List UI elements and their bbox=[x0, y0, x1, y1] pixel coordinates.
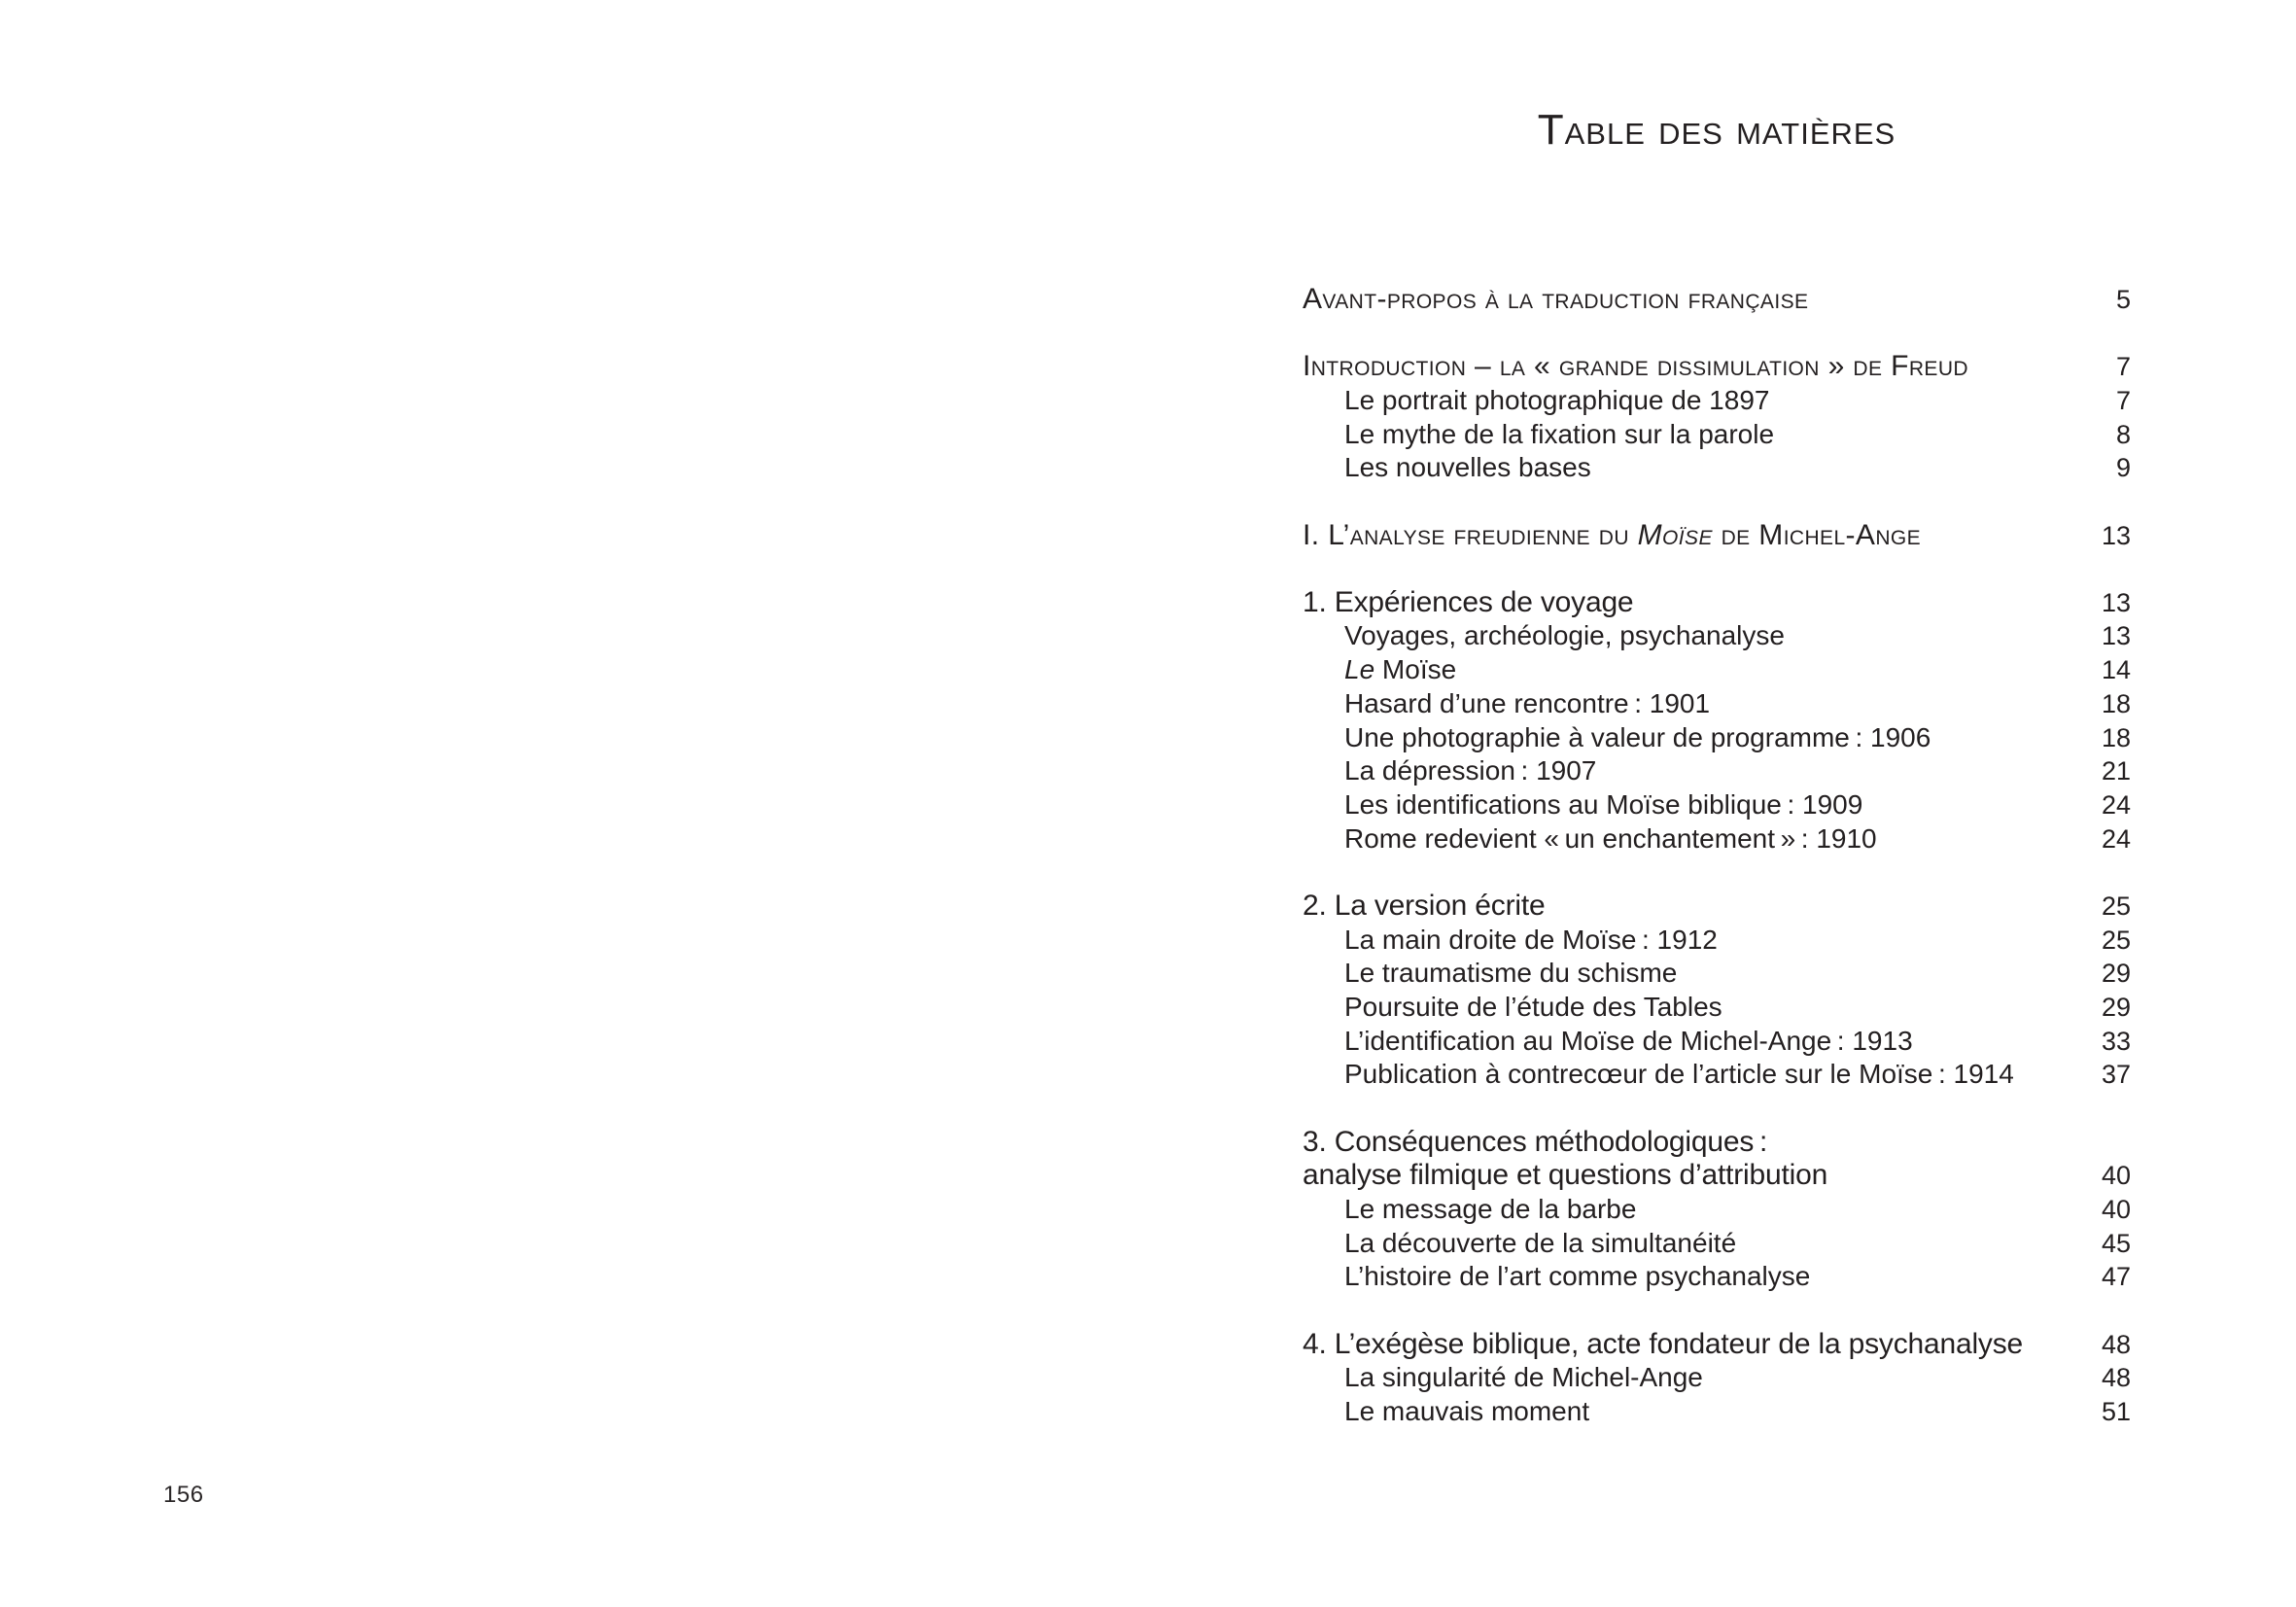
toc-label-segment: Avant-propos à la traduction française bbox=[1303, 283, 1809, 315]
toc-entry-page: 7 bbox=[2115, 385, 2131, 415]
toc-entry-page: 25 bbox=[2101, 891, 2131, 921]
toc-label-segment: La main droite de Moïse : 1912 bbox=[1344, 924, 1718, 955]
toc-label-segment: 2. La version écrite bbox=[1303, 889, 1546, 922]
toc-entry bbox=[1303, 991, 2131, 1025]
toc-entry-label bbox=[1303, 653, 1456, 687]
toc-entry-label bbox=[1303, 687, 1710, 721]
toc-label-segment: Hasard d’une rencontre : 1901 bbox=[1344, 687, 1711, 718]
toc-entry bbox=[1303, 890, 2131, 924]
toc-entry-page: 13 bbox=[2101, 587, 2131, 617]
toc-entry bbox=[1303, 1260, 2131, 1294]
folio-page-number: 156 bbox=[163, 1482, 204, 1508]
toc-entry-label bbox=[1303, 384, 1769, 418]
toc-entry-page: 29 bbox=[2101, 992, 2131, 1022]
toc-entry bbox=[1303, 924, 2131, 958]
toc-entry-page: 5 bbox=[2115, 285, 2131, 314]
toc-label-segment: Voyages, archéologie, psychanalyse bbox=[1344, 620, 1785, 651]
toc-entry-page: 14 bbox=[2101, 655, 2131, 685]
toc-entry bbox=[1303, 1058, 2131, 1092]
toc-label-segment: La découverte de la simultanéité bbox=[1344, 1227, 1737, 1258]
toc-entry-page: 21 bbox=[2101, 756, 2131, 786]
toc-entry bbox=[1303, 619, 2131, 653]
toc-entry-page: 7 bbox=[2115, 352, 2131, 382]
toc-entry bbox=[1303, 822, 2131, 856]
toc-entry-page: 48 bbox=[2101, 1363, 2131, 1393]
toc-label-segment: La dépression : 1907 bbox=[1344, 755, 1597, 786]
toc-label-segment: 1. Expériences de voyage bbox=[1303, 585, 1634, 618]
toc-label-segment: analyse filmique et questions d’attribution bbox=[1303, 1159, 1828, 1192]
toc-label-segment: L’histoire de l’art comme psychanalyse bbox=[1344, 1261, 1811, 1292]
toc-entry-label bbox=[1303, 754, 1596, 788]
toc-entry-page: 25 bbox=[2101, 925, 2131, 955]
toc-entry bbox=[1303, 721, 2131, 755]
toc-label-segment: Introduction – la « grande dissimulation » de Freud bbox=[1303, 350, 1968, 383]
toc-entry bbox=[1303, 957, 2131, 991]
toc-entry bbox=[1303, 788, 2131, 822]
toc-entry bbox=[1303, 1159, 2131, 1193]
toc-entry-page: 24 bbox=[2101, 823, 2131, 854]
toc-entry-page: 33 bbox=[2101, 1026, 2131, 1056]
toc-entry-label bbox=[1303, 418, 1774, 452]
toc-label-segment: Le mythe de la fixation sur la parole bbox=[1344, 418, 1775, 449]
toc-label-segment: L’identification au Moïse de Michel-Ange : 1913 bbox=[1344, 1025, 1913, 1056]
toc-entry bbox=[1303, 754, 2131, 788]
toc-entry bbox=[1303, 1395, 2131, 1429]
toc-entry-label bbox=[1303, 619, 1785, 653]
toc-entry-label bbox=[1303, 519, 1921, 553]
toc-entry-label bbox=[1303, 957, 1677, 991]
toc-label-segment: Le traumatisme du schisme bbox=[1344, 958, 1678, 989]
toc-entry-label bbox=[1303, 890, 1545, 924]
toc-entry bbox=[1303, 283, 2131, 317]
toc-entry-page: 51 bbox=[2101, 1396, 2131, 1426]
toc-entry-page: 13 bbox=[2101, 621, 2131, 651]
toc-entry-page: 45 bbox=[2101, 1228, 2131, 1258]
toc-entry-label bbox=[1303, 721, 1931, 755]
toc-entry-label bbox=[1303, 1126, 1767, 1160]
toc-entry bbox=[1303, 1126, 2131, 1160]
toc-entry-label bbox=[1303, 1193, 1636, 1227]
toc-label-italic-segment: Le bbox=[1344, 654, 1375, 685]
toc-label-segment: Publication à contrecœur de l’article sur le Moïse : 1914 bbox=[1344, 1059, 2014, 1090]
toc-entry bbox=[1303, 1227, 2131, 1261]
toc-entry-page: 18 bbox=[2101, 722, 2131, 752]
toc-entry bbox=[1303, 1361, 2131, 1395]
toc-label-segment: de Michel-Ange bbox=[1712, 518, 1922, 551]
toc-entry-label bbox=[1303, 1227, 1736, 1261]
toc-entry-page: 47 bbox=[2101, 1262, 2131, 1292]
toc-label-segment: Moïse bbox=[1374, 654, 1457, 685]
toc-label-segment: Poursuite de l’étude des Tables bbox=[1344, 991, 1722, 1022]
toc-entry-label bbox=[1303, 1159, 1827, 1193]
toc-label-segment: 4. L’exégèse biblique, acte fondateur de la psychanalyse bbox=[1303, 1327, 2023, 1360]
toc-entry bbox=[1303, 1193, 2131, 1227]
page-title: Table des matières bbox=[1537, 106, 1896, 154]
toc-label-segment: Les nouvelles bases bbox=[1344, 452, 1591, 483]
toc-entry bbox=[1303, 586, 2131, 620]
toc-list bbox=[1303, 283, 2131, 1429]
toc-entry-label bbox=[1303, 1361, 1703, 1395]
toc-entry-label bbox=[1303, 822, 1877, 856]
toc-entry-label bbox=[1303, 1260, 1810, 1294]
toc-entry-label bbox=[1303, 924, 1718, 958]
toc-entry-page: 40 bbox=[2101, 1194, 2131, 1224]
toc-label-segment: Le portrait photographique de 1897 bbox=[1344, 384, 1770, 415]
toc-entry bbox=[1303, 1025, 2131, 1059]
toc-label-segment: 3. Conséquences méthodologiques : bbox=[1303, 1125, 1768, 1158]
toc-entry-page: 8 bbox=[2115, 419, 2131, 449]
toc-label-segment: Rome redevient « un enchantement » : 1910 bbox=[1344, 822, 1877, 854]
toc-entry bbox=[1303, 451, 2131, 485]
toc-entry-page: 29 bbox=[2101, 959, 2131, 989]
toc-entry bbox=[1303, 519, 2131, 553]
toc-label-segment: Le message de la barbe bbox=[1344, 1193, 1637, 1224]
toc-entry bbox=[1303, 384, 2131, 418]
toc-entry-page: 40 bbox=[2101, 1161, 2131, 1191]
toc-entry-page: 24 bbox=[2101, 789, 2131, 820]
toc-entry bbox=[1303, 418, 2131, 452]
toc-entry-page: 48 bbox=[2101, 1329, 2131, 1359]
toc-label-segment: Le mauvais moment bbox=[1344, 1395, 1590, 1426]
toc-entry-page: 13 bbox=[2101, 520, 2131, 550]
toc-entry bbox=[1303, 687, 2131, 721]
toc-entry-label bbox=[1303, 586, 1633, 620]
toc-entry-label bbox=[1303, 991, 1722, 1025]
toc-entry bbox=[1303, 653, 2131, 687]
toc-entry-label bbox=[1303, 1058, 2014, 1092]
toc-entry-page: 37 bbox=[2101, 1060, 2131, 1090]
toc-entry-label bbox=[1303, 350, 1968, 384]
toc-entry bbox=[1303, 1328, 2131, 1362]
toc-label-segment: La singularité de Michel-Ange bbox=[1344, 1362, 1703, 1393]
toc-entry-label bbox=[1303, 1328, 2023, 1362]
toc-entry-label bbox=[1303, 1025, 1913, 1059]
toc-entry-page: 9 bbox=[2115, 453, 2131, 483]
toc-entry-label bbox=[1303, 283, 1808, 317]
toc-label-italic-segment: Moïse bbox=[1637, 518, 1713, 551]
toc-entry-page: 18 bbox=[2101, 688, 2131, 718]
toc-label-segment: Les identifications au Moïse biblique : 1909 bbox=[1344, 788, 1863, 820]
toc-entry-label bbox=[1303, 788, 1862, 822]
toc-entry-label bbox=[1303, 1395, 1589, 1429]
toc-entry-label bbox=[1303, 451, 1591, 485]
toc-label-segment: I. L’analyse freudienne du bbox=[1303, 518, 1638, 551]
toc-entry bbox=[1303, 350, 2131, 384]
toc-label-segment: Une photographie à valeur de programme : 1906 bbox=[1344, 721, 1931, 752]
